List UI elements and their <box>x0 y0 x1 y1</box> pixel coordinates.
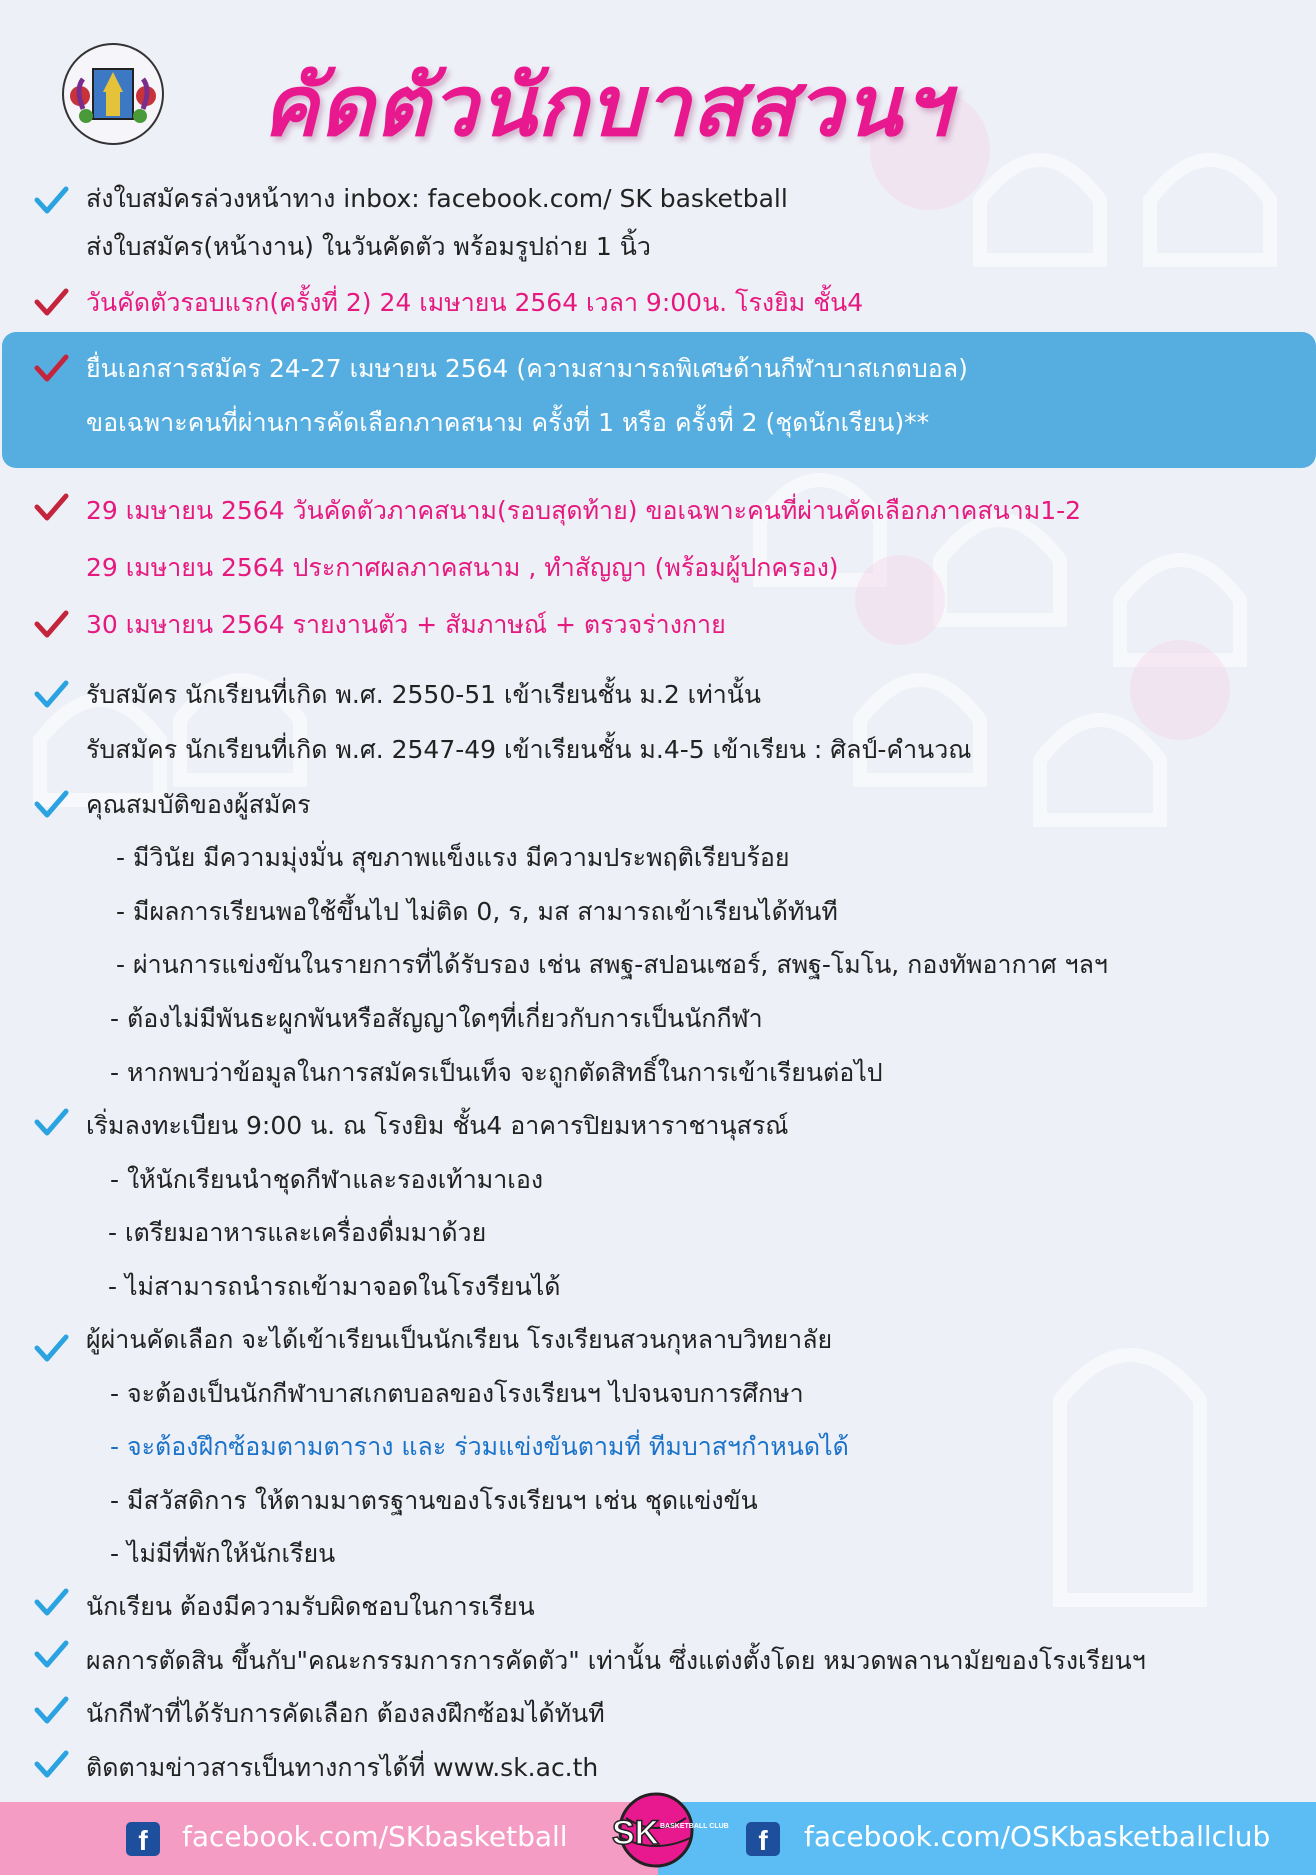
footer-left <box>0 1802 658 1875</box>
info-line: ยื่นเอกสารสมัคร 24-27 เมษายน 2564 (ความสามารถพิเศษด้านกีฬาบาสเกตบอล) <box>86 354 968 383</box>
check-icon <box>34 1750 68 1780</box>
facebook-icon: f <box>126 1822 160 1856</box>
list-item: - จะต้องเป็นนักกีฬาบาสเกตบอลของโรงเรียนฯ ไปจนจบการศึกษา <box>110 1379 804 1408</box>
info-line: 30 เมษายน 2564 รายงานตัว + สัมภาษณ์ + ตรวจร่างกาย <box>86 610 726 639</box>
facebook-link-right[interactable]: facebook.com/OSKbasketballclub <box>804 1820 1271 1853</box>
list-item: - ไม่มีที่พักให้นักเรียน <box>110 1539 336 1568</box>
facebook-icon: f <box>746 1822 780 1856</box>
facebook-link-left[interactable]: facebook.com/SKbasketball <box>182 1820 568 1853</box>
info-line: ขอเฉพาะคนที่ผ่านการคัดเลือกภาคสนาม ครั้งที่ 1 หรือ ครั้งที่ 2 (ชุดนักเรียน)** <box>86 408 930 437</box>
check-icon <box>34 1588 68 1618</box>
check-icon <box>34 186 68 216</box>
list-item: - ไม่สามารถนำรถเข้ามาจอดในโรงรียนได้ <box>108 1272 561 1301</box>
info-line: 29 เมษายน 2564 วันคัดตัวภาคสนาม(รอบสุดท้าย) ขอเฉพาะคนที่ผ่านคัดเลือกภาคสนาม1-2 <box>86 496 1082 525</box>
list-item: - มีผลการเรียนพอใช้ขึ้นไป ไม่ติด 0, ร, มส สามารถเข้าเรียนได้ทันที <box>116 897 838 926</box>
info-line: ผลการตัดสิน ขึ้นกับ"คณะกรรมการการคัดตัว" เท่านั้น ซึ่งแต่งตั้งโดย หมวดพลานามัยของโรงเรียนฯ <box>86 1646 1146 1675</box>
list-item: - เตรียมอาหารและเครื่องดื่มมาด้วย <box>108 1218 487 1247</box>
info-line: ส่งใบสมัคร(หน้างาน) ในวันคัดตัว พร้อมรูปถ่าย 1 นิ้ว <box>86 232 651 261</box>
check-icon <box>34 680 68 710</box>
list-item: - หากพบว่าข้อมูลในการสมัครเป็นเท็จ จะถูกตัดสิทธิ์ในการเข้าเรียนต่อไป <box>110 1058 883 1087</box>
sk-logo-text: SK <box>612 1814 660 1852</box>
info-line: นักกีฬาที่ได้รับการคัดเลือก ต้องลงฝึกซ้อมได้ทันที <box>86 1699 605 1728</box>
info-line: รับสมัคร นักเรียนที่เกิด พ.ศ. 2550-51 เข้าเรียนชั้น ม.2 เท่านั้น <box>86 680 761 709</box>
check-icon <box>34 610 68 640</box>
list-item: - ต้องไม่มีพันธะผูกพันหรือสัญญาใดๆที่เกี่ยวกับการเป็นนักกีฬา <box>110 1004 763 1033</box>
list-item: - ให้นักเรียนนำชุดกีฬาและรองเท้ามาเอง <box>110 1165 544 1194</box>
check-icon <box>34 1108 68 1138</box>
sk-basketball-club-logo <box>606 1788 729 1870</box>
page-title: คัดตัวนักบาสสวนฯ <box>262 57 951 155</box>
school-emblem-logo <box>58 34 168 154</box>
section-heading: เริ่มลงทะเบียน 9:00 น. ณ โรงยิม ชั้น4 อาคารปิยมหาราชานุสรณ์ <box>86 1111 789 1140</box>
highlight-box <box>2 332 1316 468</box>
list-item: - มีสวัสดิการ ให้ตามมาตรฐานของโรงเรียนฯ เช่น ชุดแข่งขัน <box>110 1486 758 1515</box>
info-line: ติดตามข่าวสารเป็นทางการได้ที่ www.sk.ac.th <box>86 1753 599 1782</box>
info-line: นักเรียน ต้องมีความรับผิดชอบในการเรียน <box>86 1592 535 1621</box>
list-item: - ผ่านการแข่งขันในรายการที่ได้รับรอง เช่น สพฐ-สปอนเซอร์, สพฐ-โมโน, กองทัพอากาศ ฯลฯ <box>116 950 1108 979</box>
section-heading: คุณสมบัติของผู้สมัคร <box>86 790 311 819</box>
section-heading: ผู้ผ่านคัดเลือก จะได้เข้าเรียนเป็นนักเรียน โรงเรียนสวนกุหลาบวิทยาลัย <box>86 1325 833 1354</box>
list-item: - มีวินัย มีความมุ่งมั่น สุขภาพแข็งแรง มีความประพฤติเรียบร้อย <box>116 843 790 872</box>
check-icon <box>34 1640 68 1670</box>
check-icon <box>34 1334 68 1364</box>
header <box>0 0 1316 170</box>
list-item: - จะต้องฝึกซ้อมตามตาราง และ ร่วมแข่งขันตามที่ ทีมบาสฯกำหนดได้ <box>110 1432 849 1461</box>
info-line: วันคัดตัวรอบแรก(ครั้งที่ 2) 24 เมษายน 2564 เวลา 9:00น. โรงยิม ชั้น4 <box>86 288 864 317</box>
check-icon <box>34 354 68 384</box>
info-line: 29 เมษายน 2564 ประกาศผลภาคสนาม , ทำสัญญา (พร้อมผู้ปกครอง) <box>86 553 839 582</box>
sk-logo-sub: BASKETBALL CLUB <box>660 1823 729 1830</box>
info-line: ส่งใบสมัครล่วงหน้าทาง inbox: facebook.com/ SK basketball <box>86 184 788 213</box>
footer-right <box>658 1802 1316 1875</box>
check-icon <box>34 790 68 820</box>
check-icon <box>34 288 68 318</box>
check-icon <box>34 1696 68 1726</box>
info-line: รับสมัคร นักเรียนที่เกิด พ.ศ. 2547-49 เข้าเรียนชั้น ม.4-5 เข้าเรียน : ศิลป์-คำนวณ <box>86 735 972 764</box>
check-icon <box>34 493 68 523</box>
